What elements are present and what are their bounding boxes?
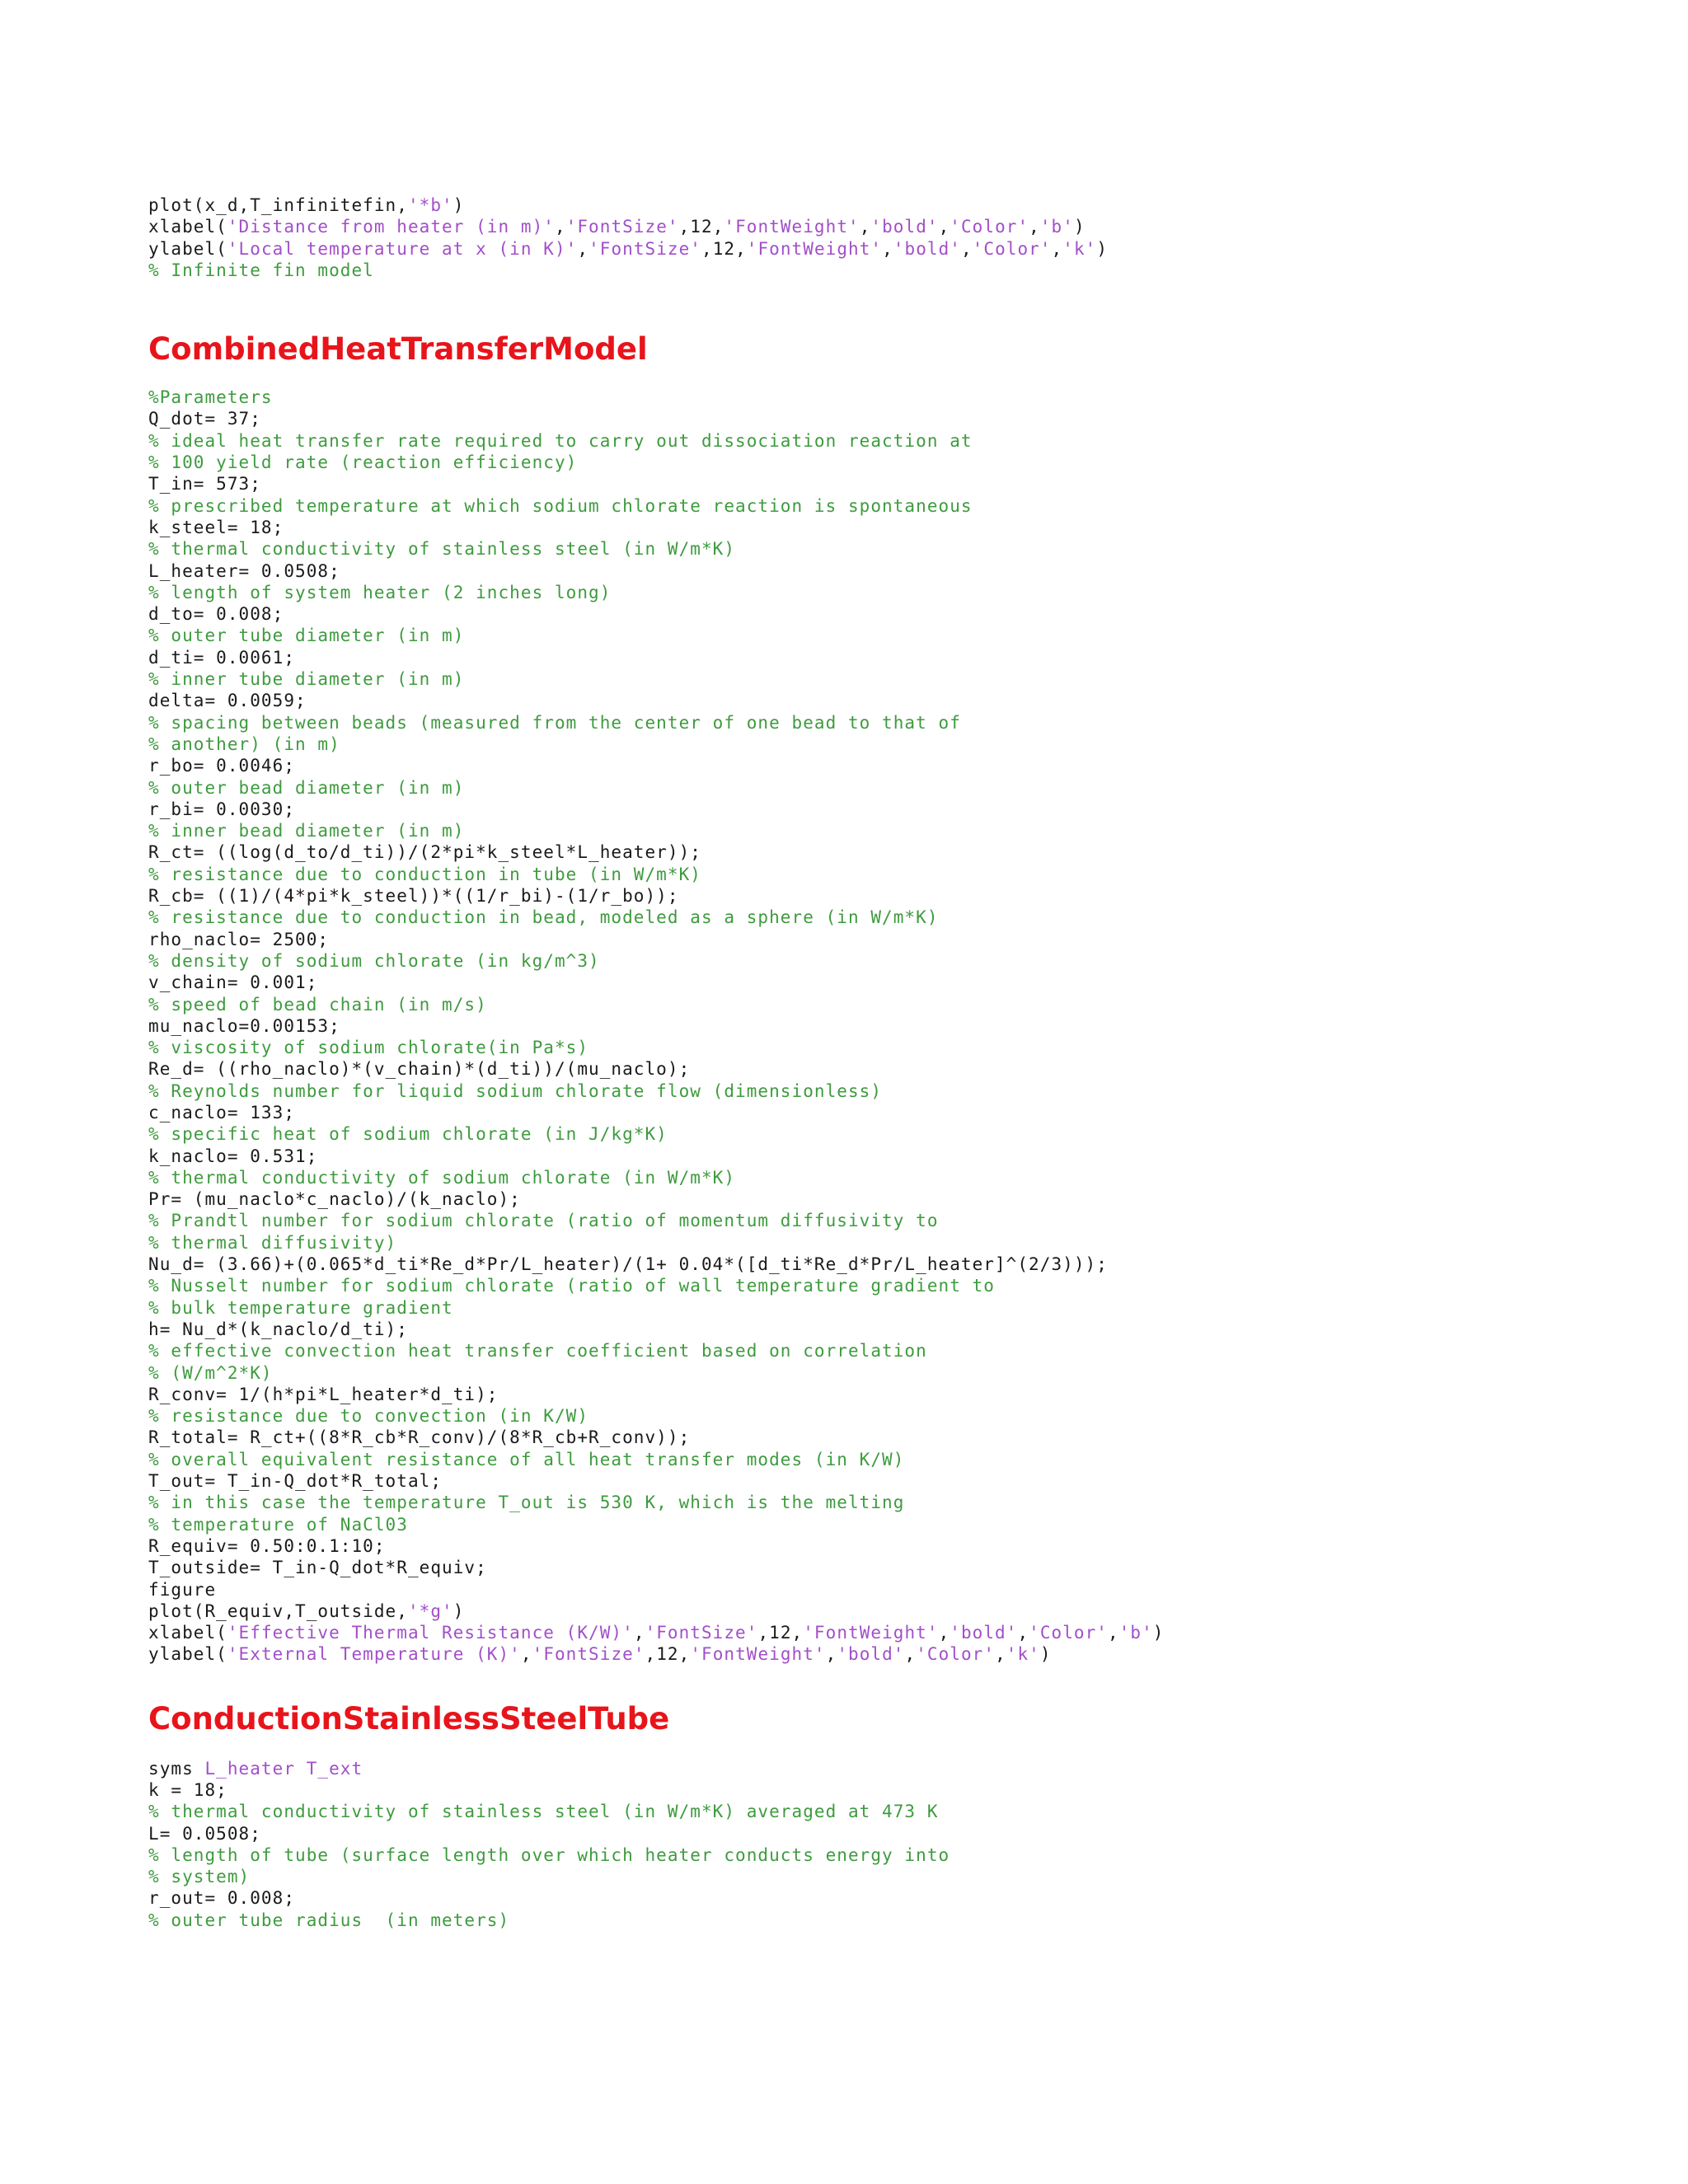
code-line <box>148 1449 1632 1470</box>
comment: % thermal conductivity of stainless steel (in W/m*K) averaged at 473 K <box>148 1802 939 1822</box>
code-line <box>148 1844 1632 1866</box>
code-line <box>148 1427 1632 1448</box>
code-token: , <box>904 1644 917 1665</box>
code-line <box>148 238 1632 260</box>
section-heading-conduction-stainless-steel-tube: ConductionStainlessSteelTube <box>148 1700 670 1736</box>
comment: % outer bead diameter (in m) <box>148 777 465 798</box>
code-line <box>148 1405 1632 1427</box>
comment: % effective convection heat transfer coefficient based on correlation <box>148 1341 927 1361</box>
string-literal: 'bold' <box>950 1623 1018 1643</box>
code-token: figure <box>148 1579 217 1600</box>
code-line <box>148 690 1632 711</box>
code-token: mu_naclo=0.00153; <box>148 1015 340 1036</box>
code-line <box>148 1643 1632 1665</box>
comment: % density of sodium chlorate (in kg/m^3) <box>148 950 600 971</box>
comment: % inner tube diameter (in m) <box>148 669 465 690</box>
comment: % ideal heat transfer rate required to carry out dissociation reaction at <box>148 430 973 451</box>
comment: % in this case the temperature T_out is 530 K, which is the melting <box>148 1493 905 1513</box>
comment: % overall equivalent resistance of all heat transfer modes (in K/W) <box>148 1449 905 1469</box>
code-token: , <box>882 238 893 259</box>
code-token: ,12, <box>701 238 747 259</box>
code-token: syms <box>148 1758 205 1779</box>
code-line <box>148 1123 1632 1145</box>
code-token: ylabel( <box>148 238 227 259</box>
code-line <box>148 647 1632 668</box>
code-token: r_bi= 0.0030; <box>148 799 296 819</box>
code-line <box>148 408 1632 429</box>
string-literal: 'External Temperature (K)' <box>227 1644 521 1665</box>
code-line <box>148 603 1632 625</box>
string-literal: 'FontSize' <box>588 238 701 259</box>
code-token: k_naclo= 0.531; <box>148 1146 318 1166</box>
comment: % inner bead diameter (in m) <box>148 821 465 841</box>
comment: % 100 yield rate (reaction efficiency) <box>148 452 578 473</box>
comment: % Infinite fin model <box>148 260 374 280</box>
code-token: Re_d= ((rho_naclo)*(v_chain)*(d_ti))/(mu_naclo); <box>148 1059 691 1080</box>
code-line <box>148 1254 1632 1275</box>
code-line <box>148 668 1632 690</box>
code-line <box>148 1210 1632 1231</box>
string-literal: '*b' <box>407 195 453 215</box>
code-line <box>148 452 1632 473</box>
code-line <box>148 495 1632 517</box>
code-token: ) <box>1039 1644 1052 1665</box>
code-line <box>148 755 1632 776</box>
string-literal: 'FontWeight' <box>746 238 883 259</box>
code-line <box>148 473 1632 494</box>
code-token: k = 18; <box>148 1780 227 1800</box>
code-block-conduction-stainless-steel-tube <box>148 1758 1632 1931</box>
code-line <box>148 733 1632 755</box>
code-token: Nu_d= (3.66)+(0.065*d_ti*Re_d*Pr/L_heater)/(1+ 0.04*([d_ti*Re_d*Pr/L_heater]^(2/3))); <box>148 1254 1108 1275</box>
code-line <box>148 1384 1632 1405</box>
code-token: , <box>577 238 589 259</box>
string-literal: 'FontSize' <box>565 217 679 237</box>
code-token: plot(x_d,T_infinitefin, <box>148 195 408 215</box>
code-token: delta= 0.0059; <box>148 691 307 711</box>
code-token: , <box>1029 217 1040 237</box>
comment: % temperature of NaCl03 <box>148 1514 408 1535</box>
comment: % resistance due to conduction in tube (in W/m*K) <box>148 864 701 884</box>
string-literal: '*g' <box>407 1601 453 1621</box>
code-line <box>148 1015 1632 1037</box>
string-literal: 'bold' <box>893 238 961 259</box>
code-token: h= Nu_d*(k_naclo/d_ti); <box>148 1319 408 1339</box>
code-line <box>148 777 1632 799</box>
code-token: , <box>825 1644 837 1665</box>
code-line <box>148 517 1632 538</box>
code-token: , <box>938 1623 950 1643</box>
string-literal: 'FontSize' <box>645 1623 758 1643</box>
code-token: ) <box>1152 1623 1165 1643</box>
code-line <box>148 1492 1632 1513</box>
string-literal: 'FontWeight' <box>803 1623 939 1643</box>
code-token: ,12, <box>645 1644 691 1665</box>
code-line <box>148 538 1632 560</box>
code-line <box>148 929 1632 950</box>
code-line <box>148 799 1632 820</box>
code-block-infinite-fin <box>148 194 1632 281</box>
code-token: Pr= (mu_naclo*c_naclo)/(k_naclo); <box>148 1189 521 1210</box>
comment: % outer tube diameter (in m) <box>148 626 465 646</box>
code-token: ylabel( <box>148 1644 227 1665</box>
string-literal: 'Local temperature at x (in K)' <box>227 238 578 259</box>
code-token: xlabel( <box>148 1623 227 1643</box>
code-token: , <box>1017 1623 1029 1643</box>
code-token: ) <box>1096 238 1109 259</box>
code-token: L= 0.0508; <box>148 1823 261 1844</box>
code-token: , <box>554 217 566 237</box>
code-token: d_to= 0.008; <box>148 604 284 625</box>
code-line <box>148 625 1632 646</box>
string-literal: 'FontWeight' <box>690 1644 826 1665</box>
code-line <box>148 1297 1632 1319</box>
code-token: T_in= 573; <box>148 474 261 494</box>
code-line <box>148 1232 1632 1254</box>
string-literal: 'Color' <box>916 1644 996 1665</box>
code-line <box>148 972 1632 993</box>
string-literal: 'Color' <box>972 238 1052 259</box>
comment: % specific heat of sodium chlorate (in J/kg*K) <box>148 1124 668 1145</box>
string-literal: 'FontWeight' <box>724 217 860 237</box>
code-line <box>148 260 1632 281</box>
code-line <box>148 1601 1632 1622</box>
code-line <box>148 1910 1632 1931</box>
code-line <box>148 864 1632 885</box>
code-token: T_out= T_in-Q_dot*R_total; <box>148 1471 443 1492</box>
comment: % resistance due to conduction in bead, modeled as a sphere (in W/m*K) <box>148 907 939 928</box>
code-line <box>148 907 1632 928</box>
string-literal: 'Effective Thermal Resistance (K/W)' <box>227 1623 634 1643</box>
code-line <box>148 820 1632 841</box>
comment: % thermal conductivity of stainless steel (in W/m*K) <box>148 539 736 560</box>
code-line <box>148 885 1632 907</box>
code-token: ) <box>1073 217 1085 237</box>
code-line <box>148 1470 1632 1492</box>
code-token: R_equiv= 0.50:0.1:10; <box>148 1535 386 1556</box>
code-line <box>148 1622 1632 1643</box>
code-line <box>148 194 1632 216</box>
code-line <box>148 387 1632 408</box>
code-line <box>148 1058 1632 1080</box>
code-token: r_out= 0.008; <box>148 1888 296 1909</box>
code-token: k_steel= 18; <box>148 517 284 537</box>
comment: % prescribed temperature at which sodium chlorate reaction is spontaneous <box>148 495 973 516</box>
code-line <box>148 994 1632 1015</box>
code-token: , <box>995 1644 1006 1665</box>
comment: % speed of bead chain (in m/s) <box>148 994 487 1015</box>
code-token: rho_naclo= 2500; <box>148 929 330 949</box>
code-token: , <box>633 1623 645 1643</box>
code-document <box>148 194 1632 1931</box>
code-token: R_ct= ((log(d_to/d_ti))/(2*pi*k_steel*L_heater)); <box>148 842 701 863</box>
code-line <box>148 216 1632 237</box>
string-literal: 'k' <box>1062 238 1097 259</box>
code-line <box>148 1579 1632 1601</box>
code-token: , <box>1051 238 1063 259</box>
comment: % outer tube radius (in meters) <box>148 1910 510 1930</box>
comment: % Reynolds number for liquid sodium chlorate flow (dimensionless) <box>148 1080 883 1101</box>
code-token: R_total= R_ct+((8*R_cb*R_conv)/(8*R_cb+R_conv)); <box>148 1427 691 1448</box>
code-token: r_bo= 0.0046; <box>148 756 296 776</box>
comment: % resistance due to convection (in K/W) <box>148 1406 589 1427</box>
code-line <box>148 1758 1632 1779</box>
code-line <box>148 841 1632 863</box>
code-token: , <box>960 238 973 259</box>
string-literal: 'bold' <box>870 217 939 237</box>
comment: %Parameters <box>148 387 273 408</box>
string-literal: 'k' <box>1006 1644 1040 1665</box>
code-token: xlabel( <box>148 217 227 237</box>
code-token: c_naclo= 133; <box>148 1102 296 1122</box>
comment: % thermal conductivity of sodium chlorate (in W/m*K) <box>148 1167 736 1188</box>
comment: % Prandtl number for sodium chlorate (ratio of momentum diffusivity to <box>148 1211 939 1231</box>
code-token: ) <box>452 195 465 215</box>
comment: % spacing between beads (measured from the center of one bead to that of <box>148 712 961 733</box>
string-literal: 'FontSize' <box>532 1644 645 1665</box>
code-line <box>148 1557 1632 1578</box>
comment: % length of system heater (2 inches long) <box>148 582 612 602</box>
code-line <box>148 1167 1632 1188</box>
code-line <box>148 1146 1632 1167</box>
code-token: T_outside= T_in-Q_dot*R_equiv; <box>148 1558 487 1578</box>
comment: % Nusselt number for sodium chlorate (ratio of wall temperature gradient to <box>148 1276 995 1296</box>
code-line <box>148 1080 1632 1102</box>
code-line <box>148 1275 1632 1296</box>
code-line <box>148 1340 1632 1361</box>
code-token: L_heater= 0.0508; <box>148 560 340 581</box>
comment: % bulk temperature gradient <box>148 1297 453 1318</box>
string-literal: 'Distance from heater (in m)' <box>227 217 555 237</box>
string-literal: 'b' <box>1118 1623 1153 1643</box>
code-line <box>148 1188 1632 1210</box>
code-token: R_cb= ((1)/(4*pi*k_steel))*((1/r_bi)-(1/r_bo)); <box>148 886 679 907</box>
code-line <box>148 1535 1632 1557</box>
comment: % length of tube (surface length over which heater conducts energy into <box>148 1844 950 1865</box>
code-line <box>148 712 1632 733</box>
code-line <box>148 1514 1632 1535</box>
code-token: ,12, <box>678 217 724 237</box>
code-token: plot(R_equiv,T_outside, <box>148 1601 408 1621</box>
code-token: , <box>938 217 950 237</box>
code-line <box>148 1037 1632 1058</box>
comment: % (W/m^2*K) <box>148 1362 273 1383</box>
code-token: R_conv= 1/(h*pi*L_heater*d_ti); <box>148 1384 499 1404</box>
comment: % system) <box>148 1867 251 1887</box>
code-line <box>148 1319 1632 1340</box>
code-token: ,12, <box>757 1623 804 1643</box>
code-line <box>148 1887 1632 1909</box>
code-line <box>148 1801 1632 1822</box>
code-line <box>148 582 1632 603</box>
comment: % thermal diffusivity) <box>148 1232 397 1253</box>
code-line <box>148 1362 1632 1384</box>
string-literal: L_heater T_ext <box>204 1758 363 1779</box>
code-line <box>148 1779 1632 1801</box>
code-token: , <box>859 217 871 237</box>
code-line <box>148 560 1632 582</box>
code-token: , <box>1108 1623 1119 1643</box>
code-token: ) <box>452 1601 465 1621</box>
code-token: , <box>520 1644 532 1665</box>
comment: % another) (in m) <box>148 733 340 754</box>
code-line <box>148 1102 1632 1123</box>
string-literal: 'b' <box>1039 217 1074 237</box>
code-line <box>148 1866 1632 1887</box>
code-line <box>148 430 1632 452</box>
code-line <box>148 1823 1632 1844</box>
comment: % viscosity of sodium chlorate(in Pa*s) <box>148 1038 589 1058</box>
code-token: v_chain= 0.001; <box>148 972 318 993</box>
section-heading-combined-heat-transfer-model: CombinedHeatTransferModel <box>148 331 648 368</box>
code-token: Q_dot= 37; <box>148 409 261 429</box>
string-literal: 'bold' <box>837 1644 905 1665</box>
string-literal: 'Color' <box>950 217 1029 237</box>
code-line <box>148 950 1632 972</box>
code-block-combined-heat-transfer-model <box>148 387 1632 1666</box>
string-literal: 'Color' <box>1029 1623 1108 1643</box>
code-token: d_ti= 0.0061; <box>148 647 296 668</box>
